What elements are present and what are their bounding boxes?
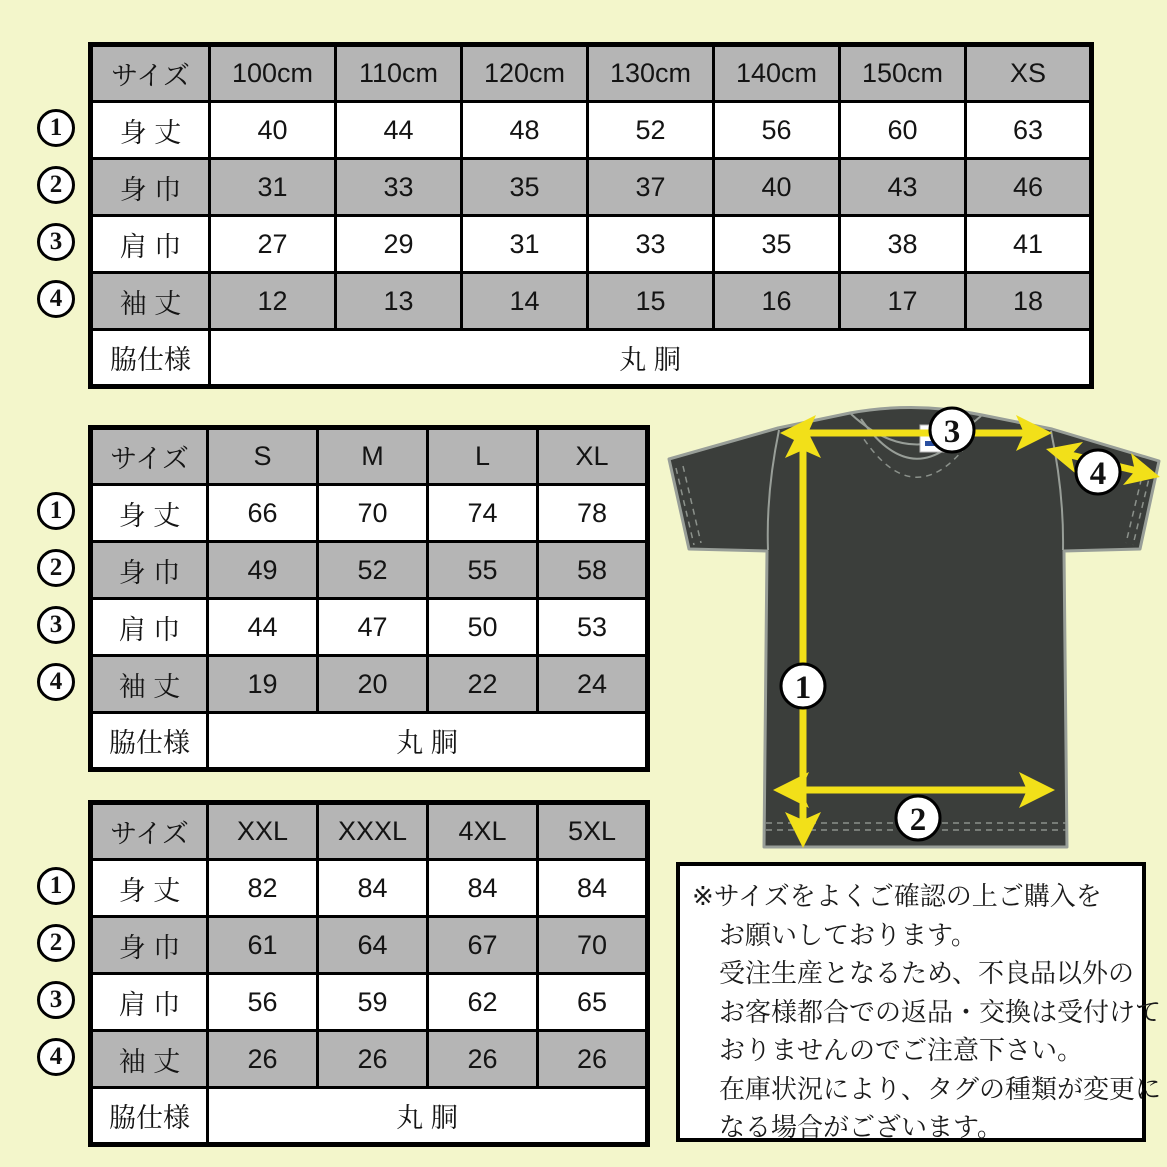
value-cell: 18 bbox=[966, 273, 1092, 330]
value-cell: 74 bbox=[428, 485, 538, 542]
column-header: XS bbox=[966, 45, 1092, 102]
value-cell: 26 bbox=[538, 1031, 648, 1088]
column-header: サイズ bbox=[91, 428, 208, 485]
value-cell: 20 bbox=[318, 656, 428, 713]
side-spec-value: 丸 胴 bbox=[208, 713, 648, 770]
value-cell: 26 bbox=[428, 1031, 538, 1088]
diagram-marker-1 bbox=[781, 664, 825, 708]
size-table-adult bbox=[88, 425, 650, 772]
value-cell: 26 bbox=[208, 1031, 318, 1088]
value-cell: 62 bbox=[428, 974, 538, 1031]
value-cell: 78 bbox=[538, 485, 648, 542]
measure-row bbox=[91, 974, 648, 1031]
value-cell: 48 bbox=[462, 102, 588, 159]
value-cell: 19 bbox=[208, 656, 318, 713]
row-marker-circle: 3 bbox=[37, 223, 75, 261]
value-cell: 17 bbox=[840, 273, 966, 330]
row-label: 肩 巾 bbox=[91, 216, 210, 273]
measure-row bbox=[91, 542, 648, 599]
value-cell: 61 bbox=[208, 917, 318, 974]
row-marker-column bbox=[37, 800, 88, 1147]
value-cell: 52 bbox=[588, 102, 714, 159]
measure-row bbox=[91, 159, 1092, 216]
value-cell: 82 bbox=[208, 860, 318, 917]
value-cell: 67 bbox=[428, 917, 538, 974]
size-table-block-big bbox=[37, 800, 650, 1147]
column-header: L bbox=[428, 428, 538, 485]
value-cell: 31 bbox=[462, 216, 588, 273]
value-cell: 70 bbox=[318, 485, 428, 542]
value-cell: 27 bbox=[210, 216, 336, 273]
row-marker-circle: 3 bbox=[37, 606, 75, 644]
measure-row bbox=[91, 485, 648, 542]
row-label: 身 丈 bbox=[91, 102, 210, 159]
value-cell: 31 bbox=[210, 159, 336, 216]
value-cell: 56 bbox=[208, 974, 318, 1031]
row-label: 脇仕様 bbox=[91, 1088, 208, 1145]
value-cell: 29 bbox=[336, 216, 462, 273]
diagram-marker-3 bbox=[930, 408, 974, 452]
svg-text:4: 4 bbox=[1089, 456, 1107, 492]
side-spec-value: 丸 胴 bbox=[208, 1088, 648, 1145]
value-cell: 15 bbox=[588, 273, 714, 330]
value-cell: 40 bbox=[210, 102, 336, 159]
value-cell: 56 bbox=[714, 102, 840, 159]
side-spec-value: 丸 胴 bbox=[210, 330, 1092, 387]
side-spec-row bbox=[91, 1088, 648, 1145]
value-cell: 26 bbox=[318, 1031, 428, 1088]
value-cell: 24 bbox=[538, 656, 648, 713]
value-cell: 22 bbox=[428, 656, 538, 713]
value-cell: 84 bbox=[538, 860, 648, 917]
value-cell: 35 bbox=[462, 159, 588, 216]
row-label: 身 巾 bbox=[91, 542, 208, 599]
value-cell: 37 bbox=[588, 159, 714, 216]
column-header: 150cm bbox=[840, 45, 966, 102]
row-label: 身 巾 bbox=[91, 159, 210, 216]
svg-text:1: 1 bbox=[794, 670, 812, 706]
note-line: 受注生産となるため、不良品以外の bbox=[719, 958, 1134, 988]
note-line: お客様都合での返品・交換は受付けて bbox=[719, 996, 1162, 1027]
value-cell: 47 bbox=[318, 599, 428, 656]
value-cell: 44 bbox=[208, 599, 318, 656]
size-table-kids bbox=[88, 42, 1094, 389]
note-line: お願いしております。 bbox=[719, 919, 977, 950]
row-marker-column bbox=[37, 42, 88, 389]
value-cell: 14 bbox=[462, 273, 588, 330]
column-header: XXXL bbox=[318, 803, 428, 860]
row-marker-circle: 2 bbox=[37, 924, 75, 962]
row-marker-circle: 4 bbox=[37, 1038, 75, 1076]
column-header: サイズ bbox=[91, 45, 210, 102]
size-table-big bbox=[88, 800, 650, 1147]
column-header: 140cm bbox=[714, 45, 840, 102]
row-marker-circle: 4 bbox=[37, 280, 75, 318]
value-cell: 33 bbox=[336, 159, 462, 216]
note-line: おりませんのでご注意下さい。 bbox=[719, 1035, 1084, 1065]
header-row bbox=[91, 45, 1092, 102]
value-cell: 38 bbox=[840, 216, 966, 273]
row-label: 身 丈 bbox=[91, 485, 208, 542]
value-cell: 63 bbox=[966, 102, 1092, 159]
value-cell: 52 bbox=[318, 542, 428, 599]
note-line: ※サイズをよくご確認の上ご購入を bbox=[692, 881, 1102, 911]
size-table-block-kids bbox=[37, 42, 1094, 389]
value-cell: 70 bbox=[538, 917, 648, 974]
tshirt-measurement-diagram bbox=[660, 398, 1167, 858]
value-cell: 46 bbox=[966, 159, 1092, 216]
measure-row bbox=[91, 216, 1092, 273]
value-cell: 13 bbox=[336, 273, 462, 330]
measure-row bbox=[91, 599, 648, 656]
value-cell: 66 bbox=[208, 485, 318, 542]
value-cell: 33 bbox=[588, 216, 714, 273]
header-row bbox=[91, 803, 648, 860]
value-cell: 84 bbox=[318, 860, 428, 917]
column-header: S bbox=[208, 428, 318, 485]
value-cell: 50 bbox=[428, 599, 538, 656]
row-marker-circle: 2 bbox=[37, 549, 75, 587]
value-cell: 58 bbox=[538, 542, 648, 599]
svg-text:2: 2 bbox=[909, 802, 927, 838]
column-header: XL bbox=[538, 428, 648, 485]
row-marker-circle: 1 bbox=[37, 867, 75, 905]
row-label: 肩 巾 bbox=[91, 599, 208, 656]
measure-row bbox=[91, 273, 1092, 330]
row-marker-circle: 2 bbox=[37, 166, 75, 204]
measure-row bbox=[91, 917, 648, 974]
value-cell: 60 bbox=[840, 102, 966, 159]
row-label: 肩 巾 bbox=[91, 974, 208, 1031]
row-label: 身 丈 bbox=[91, 860, 208, 917]
diagram-marker-2 bbox=[896, 796, 940, 840]
purchase-note-box bbox=[676, 862, 1162, 1142]
measure-row bbox=[91, 860, 648, 917]
column-header: 100cm bbox=[210, 45, 336, 102]
row-marker-circle: 1 bbox=[37, 109, 75, 147]
row-marker-circle: 4 bbox=[37, 663, 75, 701]
note-line: 在庫状況により、タグの種類が変更に bbox=[719, 1073, 1162, 1104]
value-cell: 40 bbox=[714, 159, 840, 216]
value-cell: 55 bbox=[428, 542, 538, 599]
header-row bbox=[91, 428, 648, 485]
column-header: XXL bbox=[208, 803, 318, 860]
side-spec-row bbox=[91, 330, 1092, 387]
value-cell: 41 bbox=[966, 216, 1092, 273]
value-cell: 12 bbox=[210, 273, 336, 330]
value-cell: 59 bbox=[318, 974, 428, 1031]
note-line: なる場合がございます。 bbox=[719, 1112, 1003, 1142]
value-cell: 64 bbox=[318, 917, 428, 974]
row-label: 身 巾 bbox=[91, 917, 208, 974]
measure-row bbox=[91, 102, 1092, 159]
row-label: 袖 丈 bbox=[91, 1031, 208, 1088]
column-header: 4XL bbox=[428, 803, 538, 860]
measure-row bbox=[91, 656, 648, 713]
svg-text:3: 3 bbox=[943, 414, 961, 450]
size-table-block-adult bbox=[37, 425, 650, 772]
value-cell: 84 bbox=[428, 860, 538, 917]
column-header: 120cm bbox=[462, 45, 588, 102]
column-header: サイズ bbox=[91, 803, 208, 860]
value-cell: 49 bbox=[208, 542, 318, 599]
value-cell: 35 bbox=[714, 216, 840, 273]
row-marker-column bbox=[37, 425, 88, 772]
diagram-marker-4 bbox=[1076, 450, 1120, 494]
column-header: M bbox=[318, 428, 428, 485]
row-label: 袖 丈 bbox=[91, 273, 210, 330]
value-cell: 44 bbox=[336, 102, 462, 159]
side-spec-row bbox=[91, 713, 648, 770]
value-cell: 16 bbox=[714, 273, 840, 330]
row-marker-circle: 3 bbox=[37, 981, 75, 1019]
column-header: 5XL bbox=[538, 803, 648, 860]
row-label: 袖 丈 bbox=[91, 656, 208, 713]
row-label: 脇仕様 bbox=[91, 330, 210, 387]
value-cell: 65 bbox=[538, 974, 648, 1031]
value-cell: 43 bbox=[840, 159, 966, 216]
row-marker-circle: 1 bbox=[37, 492, 75, 530]
row-label: 脇仕様 bbox=[91, 713, 208, 770]
value-cell: 53 bbox=[538, 599, 648, 656]
column-header: 130cm bbox=[588, 45, 714, 102]
measure-row bbox=[91, 1031, 648, 1088]
column-header: 110cm bbox=[336, 45, 462, 102]
